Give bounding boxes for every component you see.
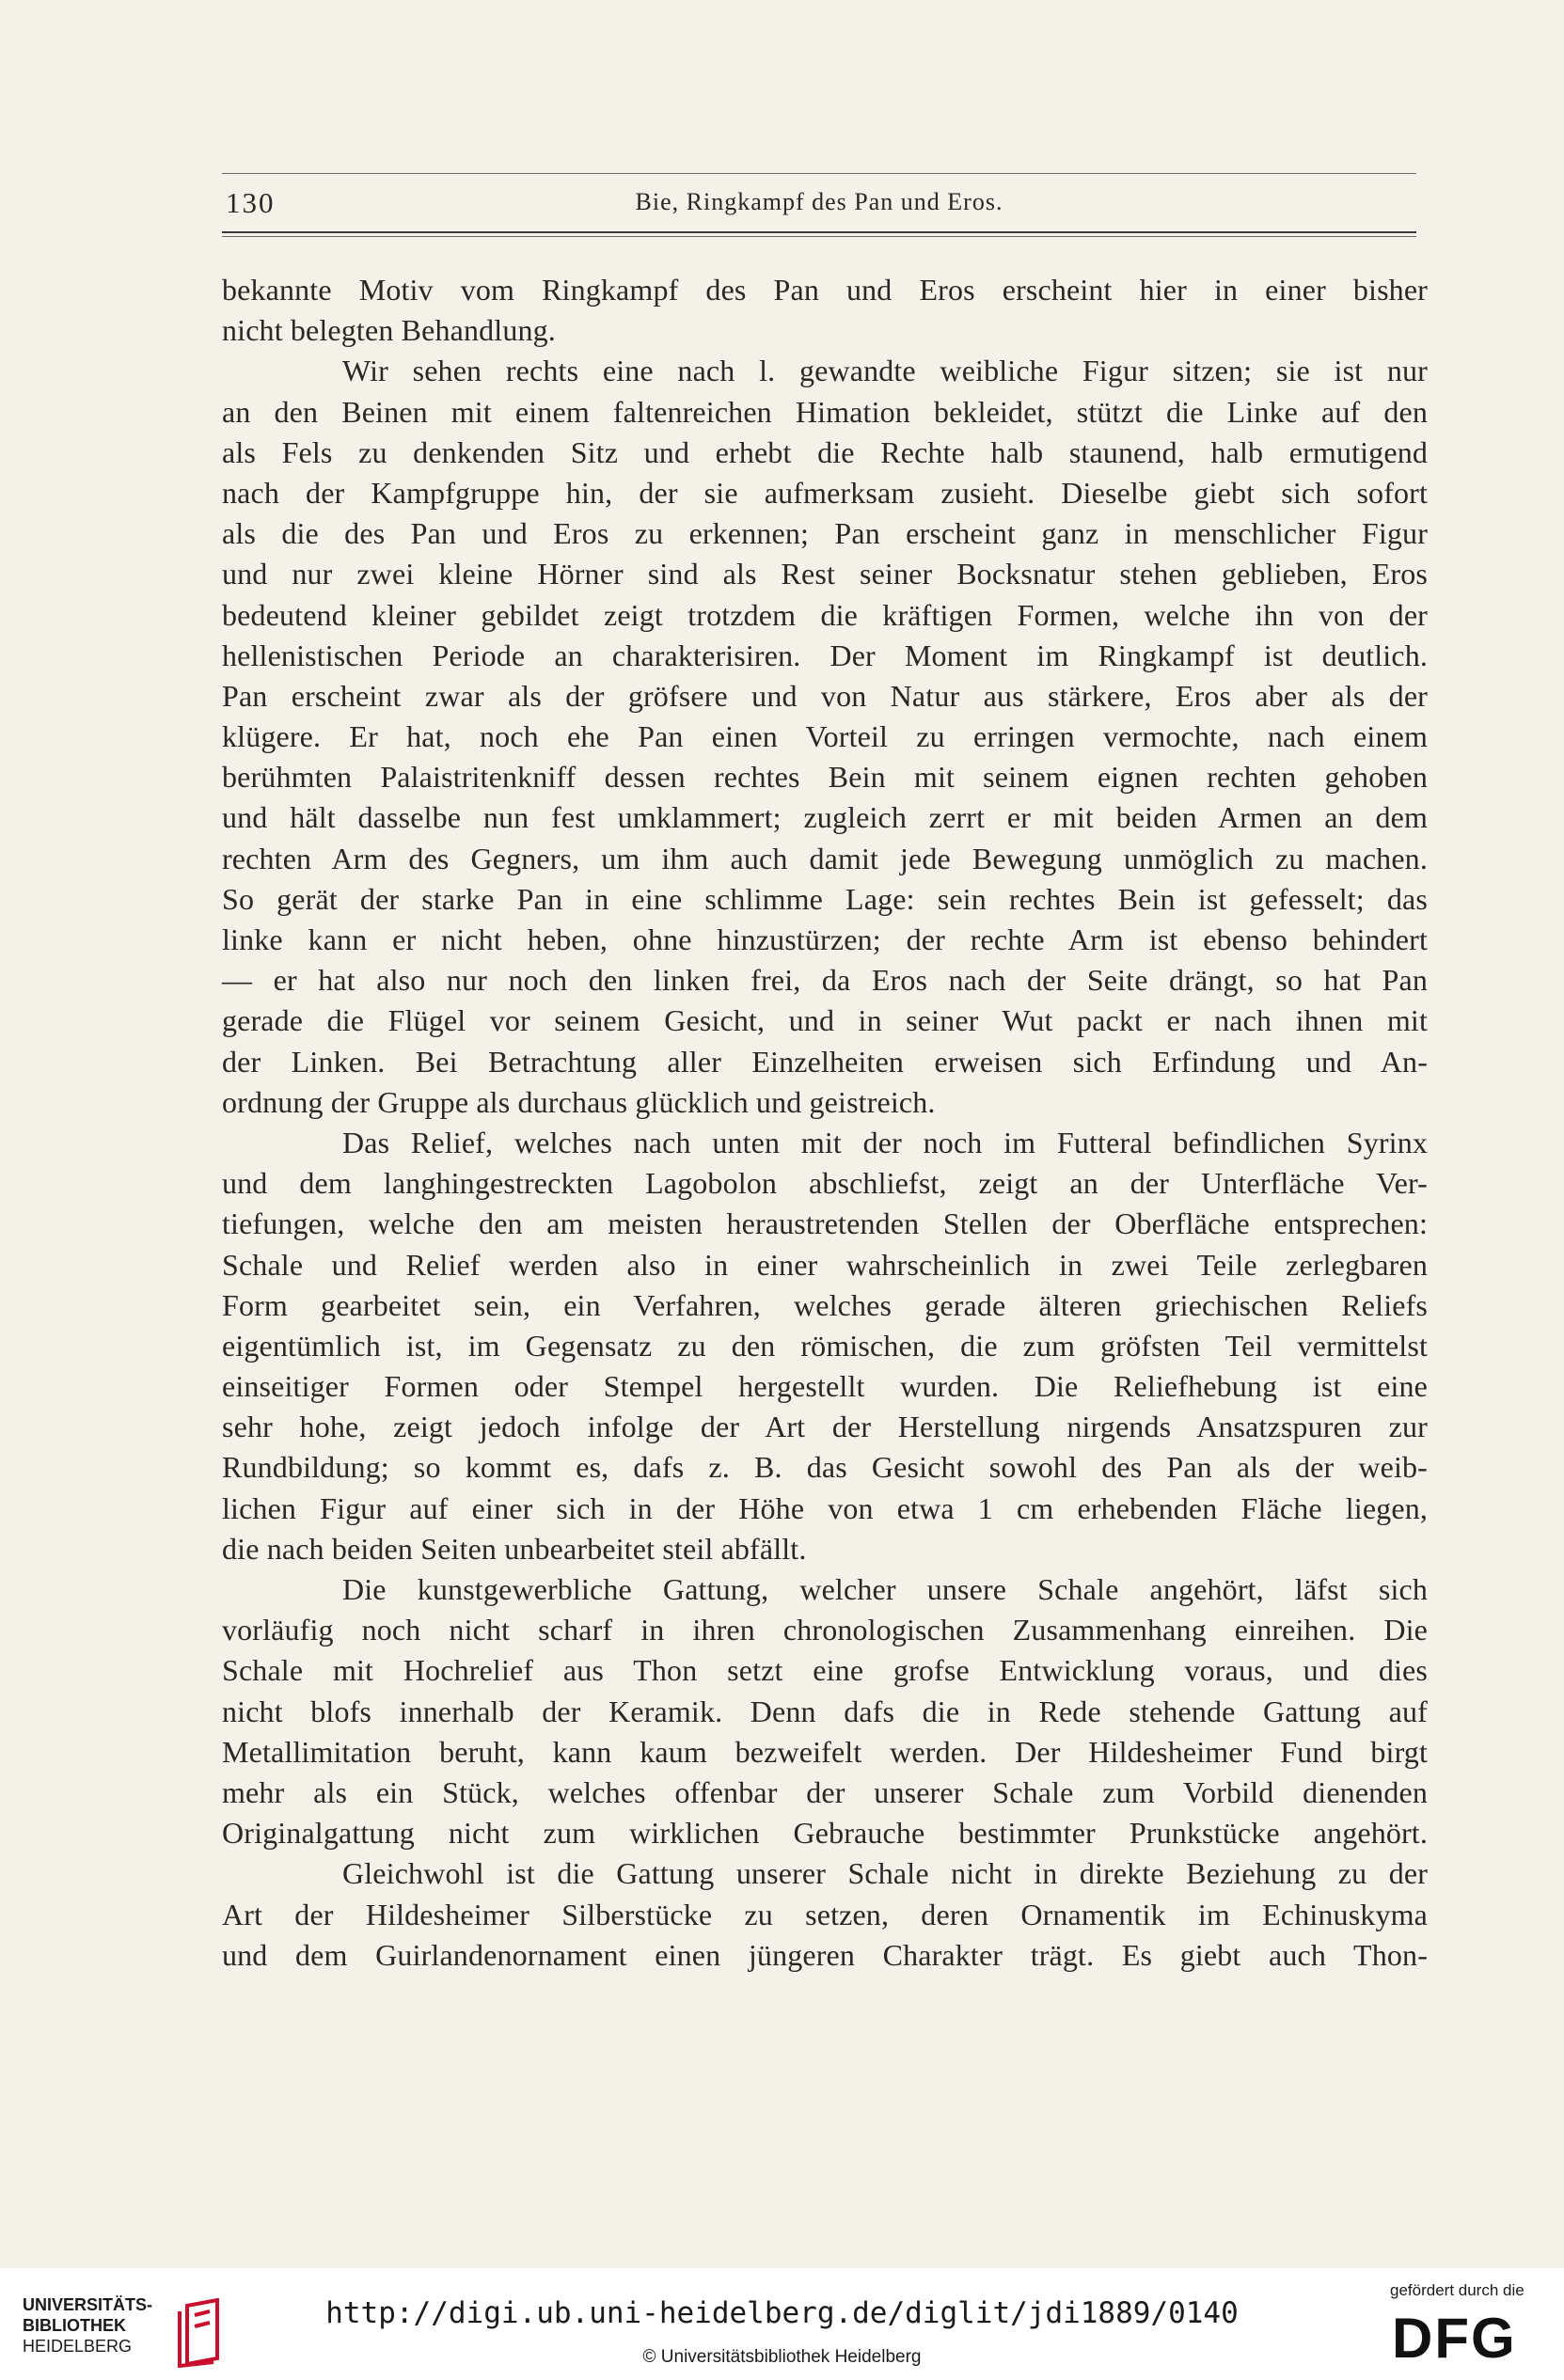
header-rule-top bbox=[222, 173, 1416, 174]
library-name-line1: UNIVERSITÄTS- bbox=[23, 2295, 153, 2314]
text-line: Art der Hildesheimer Silberstücke zu setzen, deren Ornamentik im Echinuskyma bbox=[222, 1897, 1428, 1931]
text-line: Das Relief, welches nach unten mit der noch im Futteral befindlichen Syrinx bbox=[342, 1125, 1428, 1159]
text-line: gerade die Flügel vor seinem Gesicht, und in seiner Wut packt er nach ihnen mit bbox=[222, 1003, 1428, 1038]
text-line: Gleichwohl ist die Gattung unserer Schale nicht in direkte Beziehung zu der bbox=[342, 1856, 1428, 1891]
header-rule-double-2 bbox=[222, 236, 1416, 237]
text-line: einseitiger Formen oder Stempel hergestellt wurden. Die Reliefhebung ist eine bbox=[222, 1369, 1428, 1404]
text-line: nicht belegten Behandlung. bbox=[222, 313, 556, 348]
text-line: hellenistischen Periode an charakterisiren. Der Moment im Ringkampf ist deutlich. bbox=[222, 638, 1428, 672]
text-line: So gerät der starke Pan in eine schlimme Lage: sein rechtes Bein ist gefesselt; das bbox=[222, 881, 1428, 916]
text-line: als Fels zu denkenden Sitz und erhebt die Rechte halb staunend, halb ermutigend bbox=[222, 434, 1428, 469]
text-line: berühmten Palaistritenkniff dessen rechtes Bein mit seinem eignen rechten gehoben bbox=[222, 760, 1428, 795]
text-line: die nach beiden Seiten unbearbeitet steil abfällt. bbox=[222, 1531, 807, 1566]
text-line: Schale und Relief werden also in einer wahrscheinlich in zwei Teile zerlegbaren bbox=[222, 1247, 1428, 1282]
library-name-line3: HEIDELBERG bbox=[23, 2337, 133, 2356]
copyright-notice: © Universitätsbibliothek Heidelberg bbox=[642, 2347, 922, 2367]
text-line: und dem Guirlandenornament einen jüngeren Charakter trägt. Es giebt auch Thon- bbox=[222, 1937, 1428, 1972]
text-line: an den Beinen mit einem faltenreichen Himation bekleidet, stützt die Linke auf den bbox=[222, 394, 1428, 429]
text-line: Die kunstgewerbliche Gattung, welcher unsere Schale angehört, läfst sich bbox=[342, 1572, 1428, 1606]
text-line: Wir sehen rechts eine nach l. gewandte weibliche Figur sitzen; sie ist nur bbox=[342, 354, 1428, 388]
dfg-logo[interactable]: DFG bbox=[1392, 2307, 1517, 2370]
text-line: bekannte Motiv vom Ringkampf des Pan und Eros erscheint hier in einer bisher bbox=[222, 273, 1428, 307]
text-line: Schale mit Hochrelief aus Thon setzt eine grofse Entwicklung voraus, und dies bbox=[222, 1653, 1428, 1688]
text-line: — er hat also nur noch den linken frei, da Eros nach der Seite drängt, so hat Pan bbox=[222, 963, 1428, 998]
text-line: als die des Pan und Eros zu erkennen; Pan erscheint ganz in menschlicher Figur bbox=[222, 516, 1428, 551]
text-line: linke kann er nicht heben, ohne hinzustürzen; der rechte Arm ist ebenso behindert bbox=[222, 922, 1428, 956]
text-line: Pan erscheint zwar als der gröfsere und von Natur aus stärkere, Eros aber als der bbox=[222, 678, 1428, 713]
text-line: und dem langhingestreckten Lagobolon abschliefst, zeigt an der Unterfläche Ver- bbox=[222, 1166, 1428, 1201]
text-line: der Linken. Bei Betrachtung aller Einzelheiten erweisen sich Erfindung und An- bbox=[222, 1044, 1428, 1079]
text-line: Originalgattung nicht zum wirklichen Gebrauche bestimmter Prunkstücke angehört. bbox=[222, 1816, 1428, 1851]
text-line: sehr hohe, zeigt jedoch infolge der Art der Herstellung nirgends Ansatzspuren zur bbox=[222, 1410, 1428, 1444]
text-line: bedeutend kleiner gebildet zeigt trotzdem die kräftigen Formen, welche ihn von der bbox=[222, 597, 1428, 632]
text-line: lichen Figur auf einer sich in der Höhe von etwa 1 cm erhebenden Fläche liegen, bbox=[222, 1490, 1428, 1525]
text-line: Form gearbeitet sein, ein Verfahren, welches gerade älteren griechischen Reliefs bbox=[222, 1287, 1428, 1322]
header-rule-double-1 bbox=[222, 231, 1416, 233]
running-title: Bie, Ringkampf des Pan und Eros. bbox=[635, 188, 1003, 215]
text-line: Rundbildung; so kommt es, dafs z. B. das Gesicht sowohl des Pan als der weib- bbox=[222, 1450, 1428, 1485]
funder-label: gefördert durch die bbox=[1390, 2281, 1525, 2299]
text-line: rechten Arm des Gegners, um ihm auch damit jede Bewegung unmöglich zu machen. bbox=[222, 841, 1428, 875]
footer-bar bbox=[0, 2268, 1564, 2380]
text-line: vorläufig noch nicht scharf in ihren chronologischen Zusammenhang einreihen. Die bbox=[222, 1613, 1428, 1647]
page-number: 130 bbox=[226, 186, 276, 219]
text-line: nicht blofs innerhalb der Keramik. Denn dafs die in Rede stehende Gattung auf bbox=[222, 1694, 1428, 1728]
text-line: ordnung der Gruppe als durchaus glücklich und geistreich. bbox=[222, 1084, 936, 1119]
text-line: Metallimitation beruht, kann kaum bezweifelt werden. Der Hildesheimer Fund birgt bbox=[222, 1734, 1428, 1769]
page-header bbox=[222, 184, 1416, 222]
text-line: tiefungen, welche den am meisten heraustretenden Stellen der Oberfläche entsprechen: bbox=[222, 1206, 1428, 1241]
text-line: und nur zwei kleine Hörner sind als Rest seiner Bocksnatur stehen geblieben, Eros bbox=[222, 557, 1428, 591]
text-line: mehr als ein Stück, welches offenbar der unserer Schale zum Vorbild dienenden bbox=[222, 1774, 1428, 1809]
permalink-url[interactable]: http://digi.ub.uni-heidelberg.de/diglit/jdi1889/0140 bbox=[325, 2296, 1239, 2330]
text-line: klügere. Er hat, noch ehe Pan einen Vorteil zu erringen vermochte, nach einem bbox=[222, 719, 1428, 754]
library-name-line2: BIBLIOTHEK bbox=[23, 2316, 126, 2335]
text-line: nach der Kampfgruppe hin, der sie aufmerksam zusieht. Dieselbe giebt sich sofort bbox=[222, 475, 1428, 510]
body-text bbox=[222, 270, 1428, 1976]
text-line: und hält dasselbe nun fest umklammert; zugleich zerrt er mit beiden Armen an dem bbox=[222, 800, 1428, 835]
text-line: eigentümlich ist, im Gegensatz zu den römischen, die zum gröfsten Teil vermittelst bbox=[222, 1328, 1428, 1363]
